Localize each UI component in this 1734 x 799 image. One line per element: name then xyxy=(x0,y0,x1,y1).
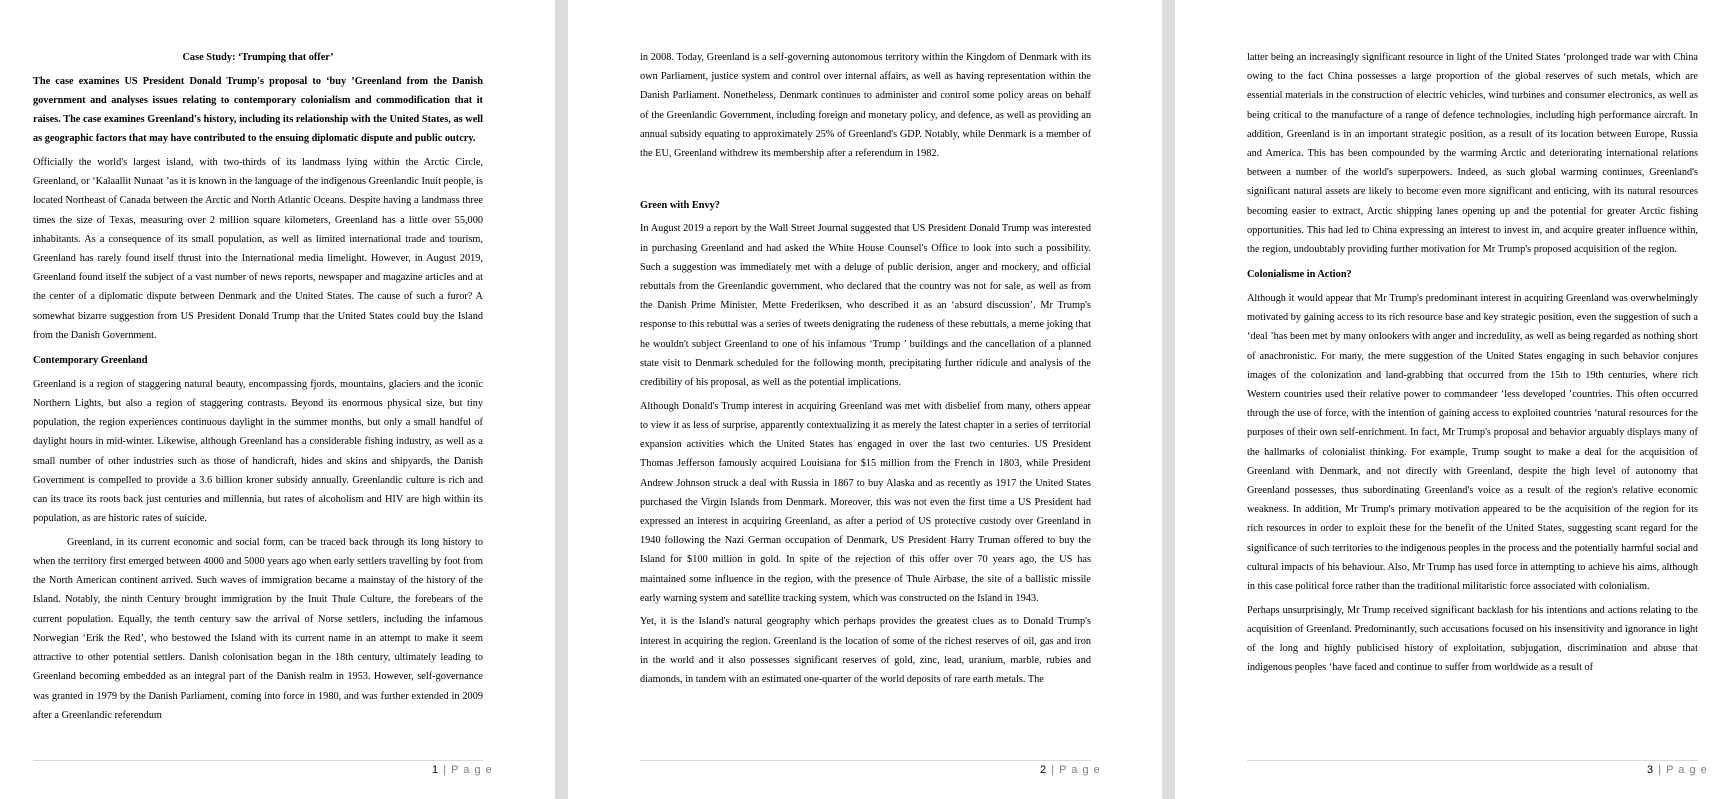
page-label: | P a g e xyxy=(1051,764,1101,776)
page-footer xyxy=(1040,764,1101,776)
page-1 xyxy=(0,0,555,799)
page-number: 3 xyxy=(1647,764,1655,776)
page-2-body[interactable] xyxy=(640,48,1091,694)
paragraph: in 2008. Today, Greenland is a self-governing autonomous territory within the Kingdom of Denmark with its own Parliament, justice system and control over internal affairs, as well as having representation within the Danish Parliament. Nonetheless, Denmark continues to administer and control some policy areas on behalf of the Greenlandic Government, including foreign and monetary policy, and defence, as well as providing an annual subsidy equating to approximately 25% of Greenland's GDP. Notably, while Denmark is a member of the EU, Greenland withdrew its membership after a referendum in 1982. xyxy=(640,52,1091,160)
paragraph: Greenland, in its current economic and social form, can be traced back through its long history to when the territory first emerged between 4000 and 5000 years ago when early settlers travelling by foot from the North American continent arrived. Such waves of immigration became a mainstay of the history of the Island. Notably, the ninth Century brought immigration by the Inuit Thule Culture, the forebears of the current population. Equally, the tenth century saw the arrival of Norse settlers, including the infamous Norwegian ‘Erik the Red’, who bestowed the Island with its current name in an attempt to make it seem attractive to other potential settlers. Danish colonisation began in the 18th century, ultimately leading to Greenland becoming embedded as an integral part of the Danish realm in 1953. However, self-governance was granted in 1979 by the Danish Parliament, coming into force in 1980, and was further extended in 2009 after a Greenlandic referendum xyxy=(33,536,483,721)
paragraph: Officially the world's largest island, with two-thirds of its landmass lying within the Arctic Circle, Greenland, or ‘Kalaallit Nunaat ’as it is known in the language of the indigenous Greenlandic Inuit people, is located Northeast of Canada between the Arctic and North Atlantic Oceans. Despite having a landmass three times the size of Texas, measuring over 2 million square kilometers, Greenland has a little over 55,000 inhabitants. As a consequence of its small population, as well as limited international trade and tourism, Greenland has rarely found itself thrust into the International media limelight. However, in August 2019, Greenland found itself the subject of a vast number of news reports, newspaper and magazine articles and at the center of a diplomatic dispute between Denmark and the United States. The cause of such a furor? A somewhat bizarre suggestion from US President Donald Trump that the United States could buy the Island from the Danish Government. xyxy=(33,157,483,341)
paragraph: Although Donald's Trump interest in acquiring Greenland was met with disbelief from many, others appear to view it as less of surprise, apparently contextualizing it as merely the latest chapter in a series of territorial expansion activities which the United States has engaged in over the last two centuries. US President Thomas Jefferson famously acquired Louisiana for $15 million from the French in 1803, while President Andrew Johnson struck a deal with Russia in 1867 to buy Alaska and as recently as 1917 the United States purchased the Virgin Islands from Denmark. Moreover, this was not even the first time a US President had expressed an interest in acquiring Greenland, as after a period of US protective custody over Greenland in 1940 following the Nazi German occupation of Denmark, US President Harry Truman offered to buy the Island for $100 million in gold. In spite of the rejection of this offer over 70 years ago, the US has maintained some influence in the region, with the presence of Thule Airbase, the site of a ballistic missile early warning system and satellite tracking system, which was constructed on the Island in 1943. xyxy=(640,400,1091,604)
page-footer xyxy=(432,764,493,776)
page-1-body[interactable] xyxy=(33,48,483,729)
page-label: | P a g e xyxy=(1658,764,1708,776)
paragraph: latter being an increasingly significant resource in light of the United States ‘prolonged trade war with China owing to the fact China possesses a large proportion of the global reserves of such metals, which are essential materials in the construction of electric vehicles, wind turbines and consumer electronics, as well as being critical to the manufacture of a range of defence technologies, including high performance aircraft. In addition, Greenland is in an important strategic position, as a result of its location between Europe, Russia and America. This has been compounded by the warming Arctic and deteriorating international relations between a number of the world's superpowers. Indeed, as such global warming continues, Greenland's significant natural assets are likely to become even more significant and enticing, with its natural resources becoming easier to extract, Arctic shipping lanes opening up and the potential for greater Arctic fishing opportunities. This had led to China expressing an interest to invest in, and acquire greater influence within, the region, undoubtably providing further motivation for Mr Trump's proposed acquisition of the region. xyxy=(1247,52,1698,256)
page-2 xyxy=(568,0,1162,799)
footer-divider xyxy=(33,760,483,761)
document-title: Case Study: ‘Trumping that offer’ xyxy=(182,52,334,63)
footer-divider xyxy=(1247,760,1698,761)
page-number: 2 xyxy=(1040,764,1048,776)
footer-divider xyxy=(640,760,1091,761)
page-number: 1 xyxy=(432,764,440,776)
page-footer xyxy=(1647,764,1708,776)
spacer xyxy=(640,168,1091,190)
page-label: | P a g e xyxy=(443,764,493,776)
section-heading: Green with Envy? xyxy=(640,199,720,211)
paragraph: In August 2019 a report by the Wall Street Journal suggested that US President Donald Trump was interested in purchasing Greenland and had asked the White House Counsel's Office to look into such a possibility. Such a suggestion was immediately met with a deluge of public derision, anger and mockery, and official rebuttals from the Greenlandic government, who declared that the country was not for sale, as well as from the Danish Prime Minister, Mette Frederiksen, who described it as an ‘absurd discussion’. Mr Trump's response to this rebuttal was a series of tweets denigrating the rudeness of these rebuttals, a meme joking that he wouldn't subject Greenland to one of his infamous ‘Trump ’ buildings and the cancellation of a planned state visit to Denmark scheduled for the following month, precipitating further ridicule and analysis of the credibility of his proposal, as well as the potential implications. xyxy=(640,223,1091,389)
paragraph: Perhaps unsurprisingly, Mr Trump received significant backlash for his intentions and actions relating to the acquisition of Greenland. Predominantly, such accusations focused on his insensitivity and ignorance in light of the long and highly publicised history of exploitation, subjugation, discrimination and abuse that indigenous peoples ‘have faced and continue to suffer from worldwide as a result of xyxy=(1247,604,1698,674)
page-3 xyxy=(1175,0,1734,799)
paragraph: Although it would appear that Mr Trump's predominant interest in acquiring Greenland was overwhelmingly motivated by gaining access to its rich resource base and key strategic position, even the suggestion of such a ‘deal ’has been met by many onlookers with anger and incredulity, as well as being regarded as nothing short of anachronistic. For many, the mere suggestion of the United States engaging in such behavior conjures images of the colonization and land-grabbing that occurred from the 15th to 19th centuries, where rich Western countries used their relative power to commandeer ‘less developed ’countries. This often occurred through the use of force, with the intention of gaining access to exploited countries ‘natural resources for the purposes of their own self-enrichment. In fact, Mr Trump's proposal and behavior arguably displays many of the hallmarks of colonialist thinking. For example, Trump sought to make a deal for the acquisition of Greenland with Denmark, and not directly with Greenland, despite the high level of autonomy that Greenland possesses, thus subordinating Greenland's voice as a result of the region's relative economic weakness. In addition, Mr Trump's primary motivation appeared to be the acquisition of the region for its rich resources in order to exploit these for the benefit of the United States, suggesting scant regard for the significance of such territories to the indigenous peoples in the process and the potentially harmful social and cultural impacts of his behaviour. Also, Mr Trump has used force in attempting to achieve his aims, although in this case political force rather than the traditional militaristic force associated with colonialism. xyxy=(1247,292,1698,592)
paragraph: Greenland is a region of staggering natural beauty, encompassing fjords, mountains, glaciers and the iconic Northern Lights, but also a region of staggering contrasts. Beyond its enormous physical size, but tiny population, the region experiences continuous daylight in the summer months, but only a small handful of daylight hours in mid-winter. Likewise, although Greenland has a considerable fishing industry, as well as a small number of other industries such as those of handicraft, hides and skins and shipyards, the Danish Government is compelled to provide a 3.6 billion kroner subsidy annually. Greenlandic culture is rich and can its trace its roots back just centuries and millennia, but rates of alcoholism and HIV are high within its population, as are historic rates of suicide. xyxy=(33,378,483,525)
paragraph: Yet, it is the Island's natural geography which perhaps provides the greatest clues as to Donald Trump's interest in acquiring the region. Greenland is the location of some of the richest reserves of oil, gas and iron in the world and it also possesses significant reserves of gold, zinc, lead, uranium, marble, rubies and diamonds, in tandem with an estimated one-quarter of the world deposits of rare earth metals. The xyxy=(640,616,1091,686)
abstract-paragraph: The case examines US President Donald Trump's proposal to ‘buy ’Greenland from the Danish government and analyses issues relating to contemporary colonialism and commodification that it raises. The case examines Greenland's history, including its relationship with the United States, as well as geographic factors that may have contributed to the ensuing diplomatic dispute and public outcry. xyxy=(33,75,483,145)
section-heading: Colonialisme in Action? xyxy=(1247,269,1352,281)
section-heading: Contemporary Greenland xyxy=(33,355,148,367)
page-3-body[interactable] xyxy=(1247,48,1698,682)
